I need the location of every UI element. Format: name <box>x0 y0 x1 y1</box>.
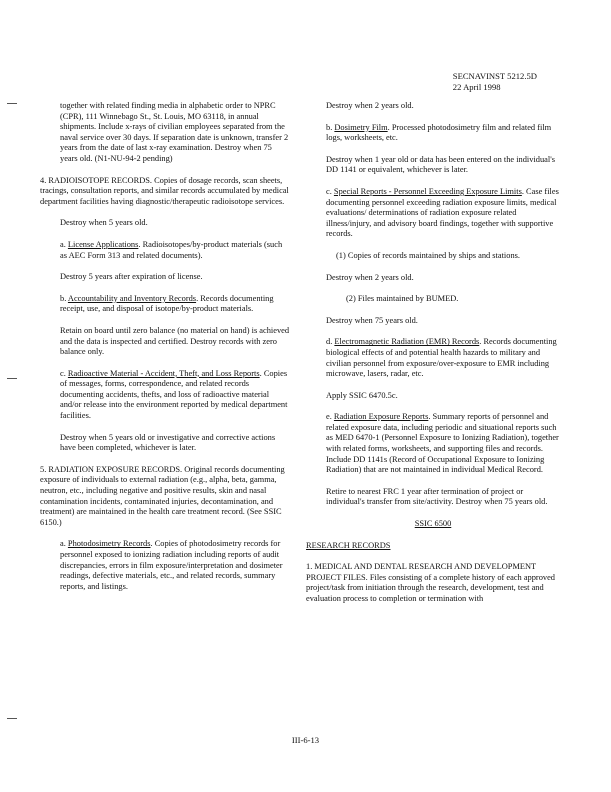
section-heading: 4. RADIOISOTOPE RECORDS. <box>40 175 152 185</box>
disposition: Destroy when 5 years old. <box>60 218 148 228</box>
subsection-title: Special Reports - Personnel Exceeding Exposure Limits <box>333 186 522 196</box>
subsection-5d: d. Electromagnetic Radiation (EMR) Records. Records documenting biological effects of and potential health hazards to military and civilian personnel from exposure/over-exposure to EMR including microwave, lasers, radar, etc. <box>326 337 557 379</box>
disposition: Destroy when 1 year old or data has been entered on the individual's DD 1141 or equivalent, whichever is later. <box>326 154 555 175</box>
disposition: Destroy when 75 years old. <box>326 315 418 325</box>
disposition: Apply SSIC 6470.5c. <box>326 390 398 400</box>
ssic-heading: SSIC 6500 <box>414 519 452 529</box>
disposition: Destroy when 2 years old. <box>326 101 414 110</box>
subsection-4a: a. License Applications. Radioisotopes/by-product materials (such as AEC Form 313 and related documents). <box>60 239 283 260</box>
issue-date: 22 April 1998 <box>452 82 501 92</box>
subsection-title: Electromagnetic Radiation (EMR) Records <box>334 337 480 347</box>
subsection-5e: e. Radiation Exposure Reports. Summary reports of personnel and related exposure data, including periodic and situational reports such as MED 6470-1 (Personnel Exposure to Ionizing Radiation), together with related forms, worksheets, and supporting files and records. Include DD 1141s (Record of Occupational Exposure to Ionizing Radiation) that are not maintained in individual Medical Record. <box>326 412 559 475</box>
subsection-4b: b. Accountability and Inventory Records. Records documenting receipt, use, and disposal of isotope/by-product materials. <box>60 293 274 314</box>
disposition: Destroy when 2 years old. <box>326 272 414 282</box>
subsection-title: Radiation Exposure Reports <box>333 412 429 422</box>
disposition: Retain on board until zero balance (no material on hand) is achieved and the data is inspected and certified. Destroy records with zero balance only. <box>60 325 290 357</box>
subsection-5b: b. Dosimetry Film. Processed photodosimetry film and related film logs, worksheets, etc. <box>326 122 552 143</box>
subsection-title: License Applications <box>67 239 139 249</box>
subsection-title: Radioactive Material - Accident, Theft, and Loss Reports <box>67 368 260 378</box>
research-records-heading: RESEARCH RECORDS <box>306 540 391 550</box>
page-header <box>453 71 537 93</box>
margin-mark <box>7 103 17 104</box>
subsection-title: Photodosimetry Records <box>67 539 151 549</box>
left-column <box>40 101 290 603</box>
subsection-5a: a. Photodosimetry Records. Copies of photodosimetry records for personnel exposed to ionizing radiation including reports of audit discrepancies, errors in film exposure/interpretation and dosimeter readings, defective materials, etc., and related records, summary reports, and listings. <box>60 539 283 591</box>
subsection-title: Dosimetry Film <box>334 122 388 132</box>
disposition: Destroy when 5 years old or investigative and corrective actions have been completed, whichever is later. <box>60 432 276 453</box>
section-heading: 5. RADIATION EXPOSURE RECORDS. <box>40 464 183 474</box>
item-5c1: (1) Copies of records maintained by ships and stations. <box>336 250 520 260</box>
section-5: 5. RADIATION EXPOSURE RECORDS. Original records documenting exposure of individuals to external radiation (e.g., alpha, beta, gamma, neutron, etc., including negative and positive results, skin and nasal contamination incidents, contaminated injuries, decontamination, and treatment) are maintained in the health care treatment record. (See SSIC 6150.) <box>40 464 285 527</box>
margin-mark <box>7 718 17 719</box>
item-5c2: (2) Files maintained by BUMED. <box>346 294 459 304</box>
section-1: 1. MEDICAL AND DENTAL RESEARCH AND DEVELOPMENT PROJECT FILES. Files consisting of a complete history of each approved project/task from initiation through the research, development, test and evaluation process to completion or termination with <box>306 562 555 603</box>
continuation-paragraph: together with related finding media in alphabetic order to NPRC (CPR), 111 Winnebago St., St. Louis, MO 63118, in annual shipments. Include x-rays of civilian employees separated from the naval service over 30 days. If separation date is unknown, transfer 2 years from the date of last x-ray examination. Destroy when 75 years old. (N1-NU-94-2 pending) <box>60 101 289 163</box>
page-number: III-6-13 <box>291 735 320 745</box>
section-4: 4. RADIOISOTOPE RECORDS. Copies of dosage records, scan sheets, tracings, consultation reports, and similar records accumulated by medical department facilities having diagnostic/therapeutic radioisotope services. <box>40 175 289 206</box>
subsection-5c: c. Special Reports - Personnel Exceeding Exposure Limits. Case files documenting personnel exceeding radiation exposure limits, medical evaluations/ determinations of radiation exposure related illness/injury, and advisory board findings, together with supportive records. <box>326 186 559 239</box>
margin-mark <box>7 378 17 379</box>
disposition: Destroy 5 years after expiration of license. <box>60 272 203 282</box>
subsection-title: Accountability and Inventory Records <box>67 293 197 303</box>
subsection-4c: c. Radioactive Material - Accident, Theft, and Loss Reports. Copies of messages, forms, correspondence, and related records documenting accidents, thefts, and loss of radioactive material and/or release into the environment reported by medical department facilities. <box>60 368 288 421</box>
disposition: Retire to nearest FRC 1 year after termination of project or individual's transfer from site/activity. Destroy when 75 years old. <box>326 486 548 507</box>
section-heading: 1. MEDICAL AND DENTAL RESEARCH AND DEVELOPMENT PROJECT FILES. <box>306 562 537 582</box>
right-column <box>306 101 560 616</box>
instruction-number: SECNAVINST 5212.5D <box>452 71 537 81</box>
